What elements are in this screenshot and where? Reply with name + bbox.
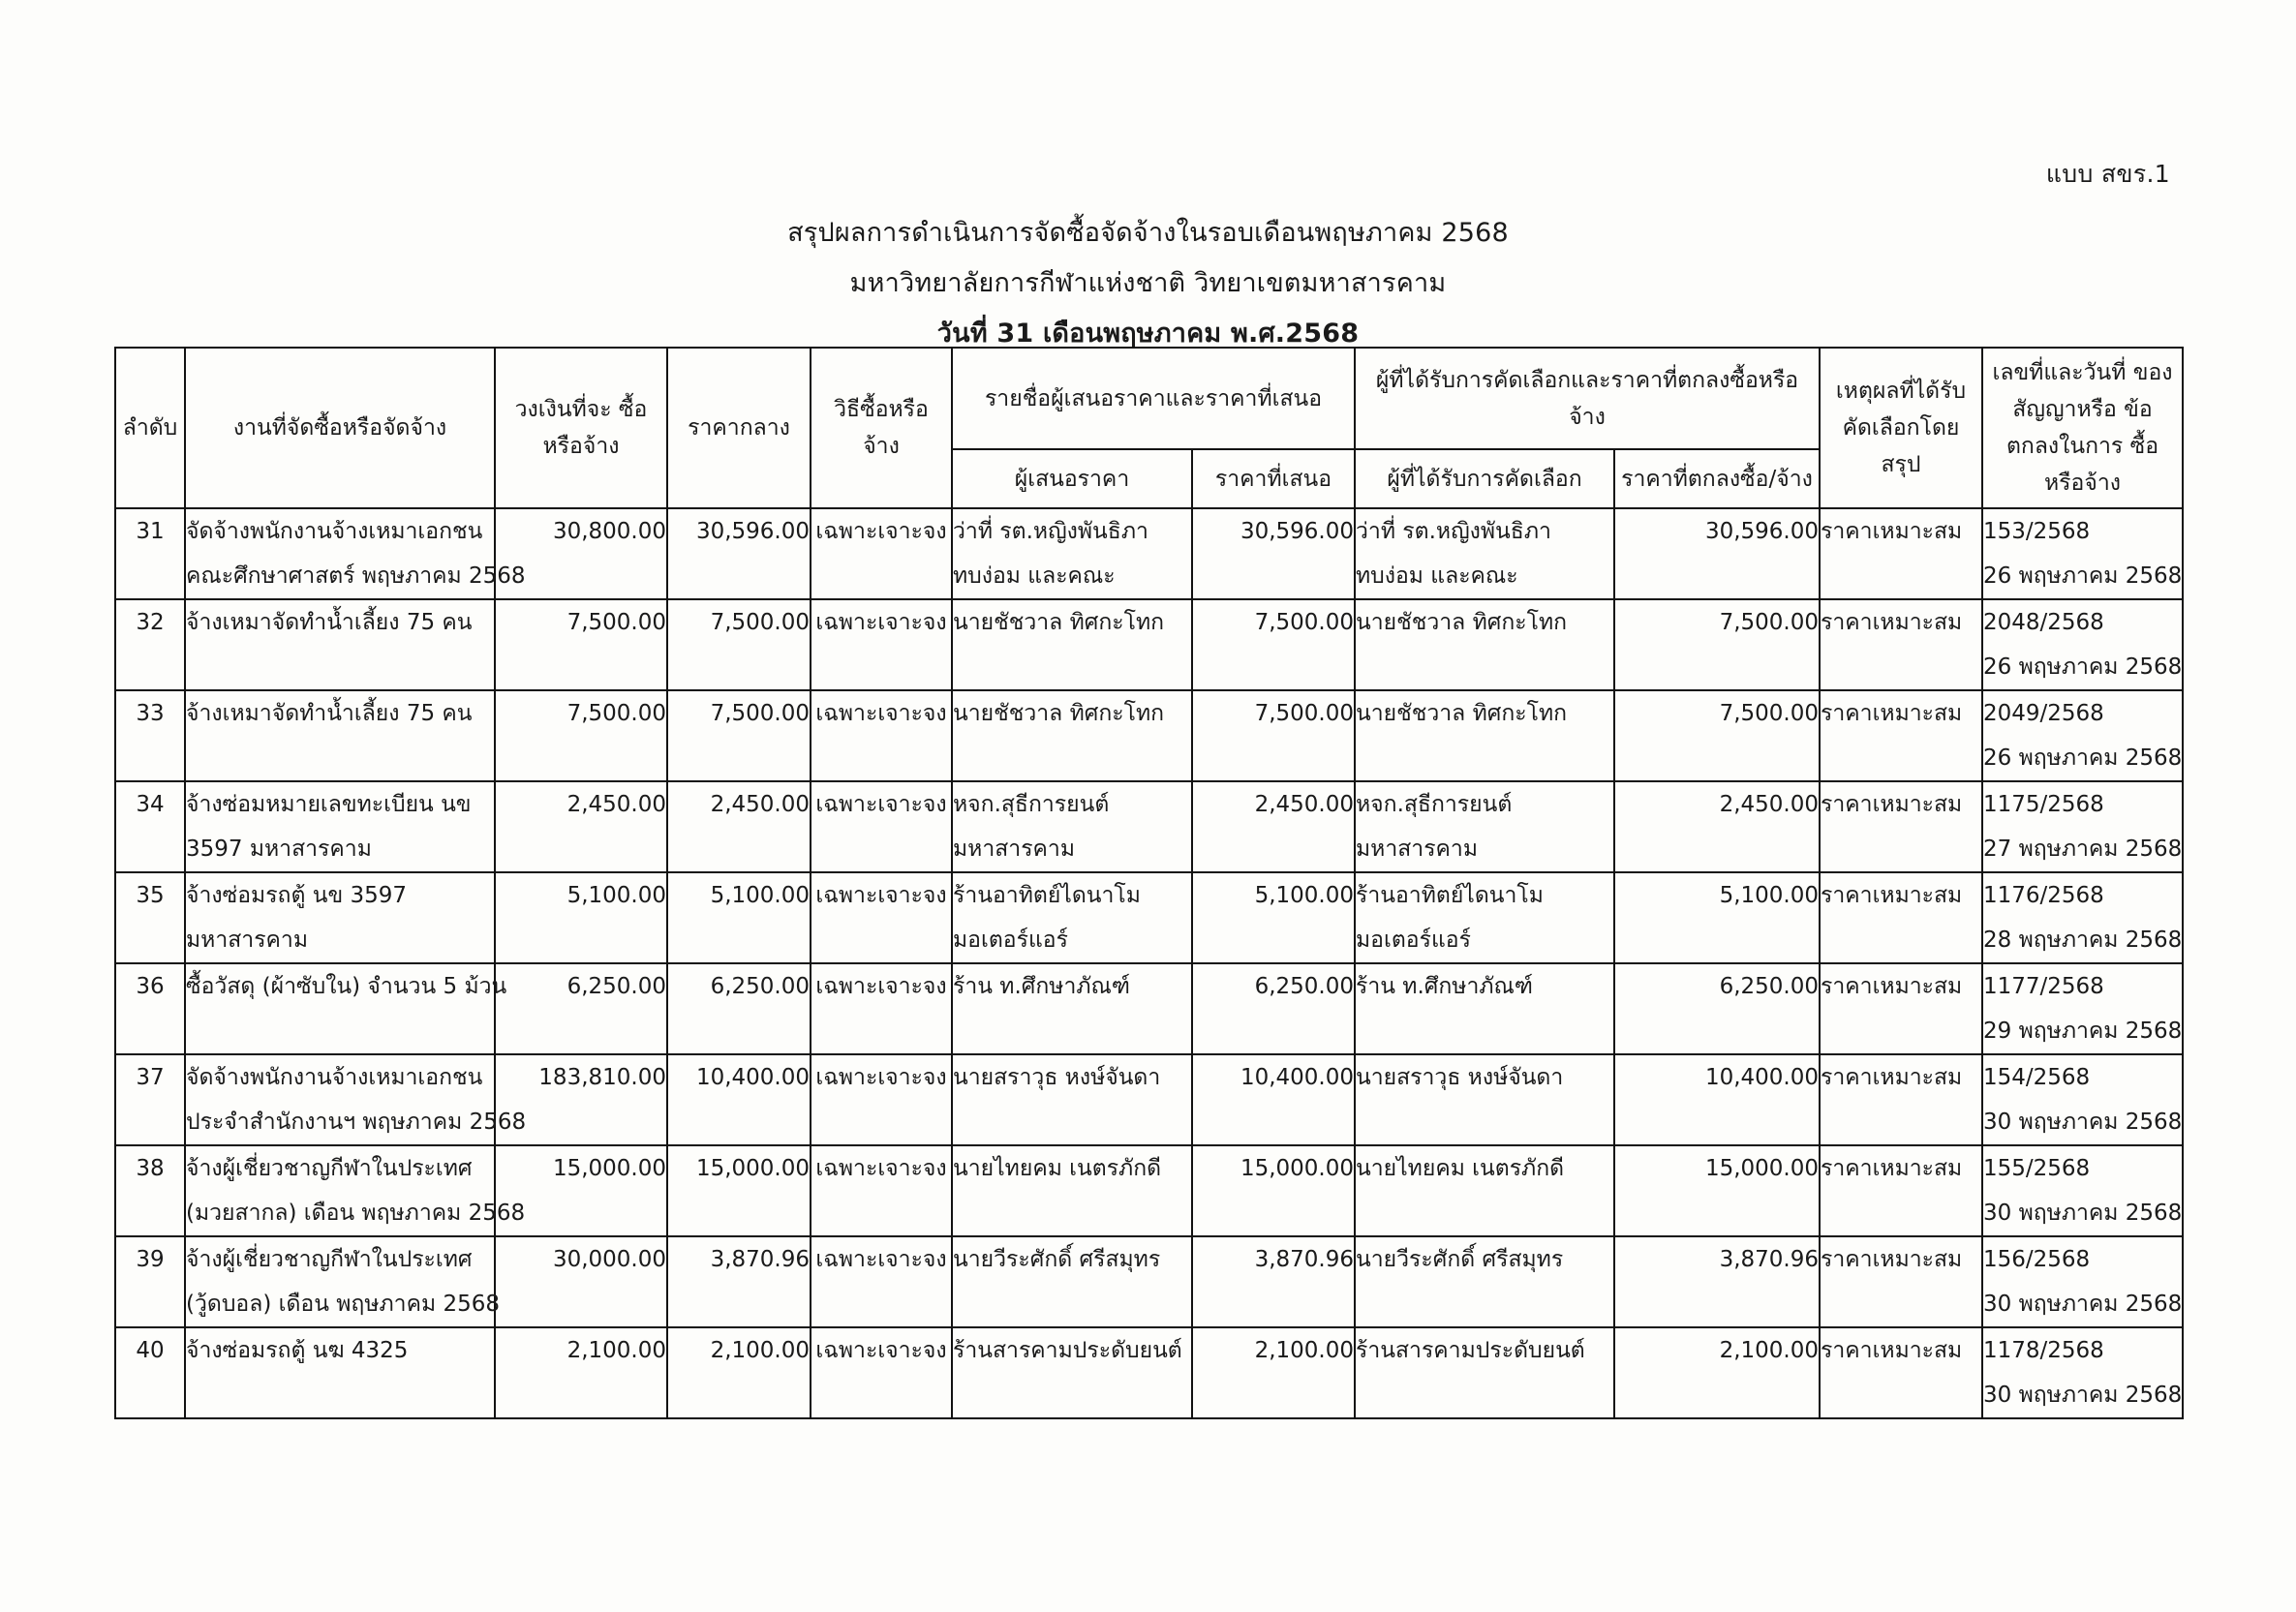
cell-selected [1355, 599, 1614, 690]
cell-mid-price [667, 963, 811, 1054]
cell-line: ร้านสารคามประดับยนต์ [1356, 1338, 1585, 1363]
header-doc-line4: ซื้อหรือจ้าง [2044, 434, 2159, 496]
cell-line: 6,250.00 [710, 974, 810, 999]
cell-line: 30 พฤษภาคม 2568 [1983, 1383, 2183, 1408]
cell-budget [495, 963, 667, 1054]
cell-line: 3,870.96 [1254, 1247, 1354, 1272]
cell-line: 7,500.00 [1719, 610, 1819, 635]
cell-work [185, 963, 507, 1054]
cell-line: ทบง่อม และคณะ [1356, 563, 1518, 589]
cell-agreed-price [1614, 1145, 1820, 1236]
cell-method [811, 781, 952, 872]
cell-line: 30 พฤษภาคม 2568 [1983, 1292, 2183, 1317]
header-selected-group-line1: ผู้ที่ได้รับการคัดเลือกและราคาที่ตกลงซื้อหรือ [1375, 367, 1799, 393]
cell-line: หจก.สุธีการยนต์ [1356, 792, 1513, 817]
cell-proposed-price [1192, 1145, 1355, 1236]
cell-line: เฉพาะเจาะจง [815, 701, 947, 726]
cell-line: 7,500.00 [1254, 610, 1354, 635]
cell-line: จ้างซ่อมรถตู้ นฆ 4325 [186, 1338, 409, 1363]
cell-line: ร้านอาทิตย์ไดนาโม [1356, 883, 1544, 908]
cell-work [185, 1236, 500, 1327]
header-seq: ลำดับ [115, 348, 185, 508]
cell-agreed-price [1614, 508, 1820, 599]
cell-line: ร้านสารคามประดับยนต์ [953, 1338, 1182, 1363]
cell-doc [1982, 690, 2183, 781]
table-body [115, 508, 2183, 1418]
cell-budget [495, 1327, 667, 1418]
cell-line: มหาสารคาม [186, 928, 309, 953]
header-selected-group-line2: จ้าง [1569, 404, 1606, 430]
cell-line: 7,500.00 [1254, 701, 1354, 726]
cell-line: นายวีระศักดิ์ ศรีสมุทร [1356, 1247, 1564, 1272]
cell-line: 5,100.00 [710, 883, 810, 908]
cell-line: มอเตอร์แอร์ [1356, 928, 1471, 953]
cell-line: ร้าน ท.ศึกษาภัณฑ์ [953, 974, 1130, 999]
cell-line: 26 พฤษภาคม 2568 [1983, 563, 2183, 589]
procurement-summary-table [114, 347, 2184, 1419]
cell-doc [1982, 1054, 2183, 1145]
header-proposers-group: รายชื่อผู้เสนอราคาและราคาที่เสนอ [952, 348, 1355, 449]
cell-reason [1820, 1236, 1982, 1327]
cell-reason [1820, 781, 1982, 872]
cell-line: 7,500.00 [710, 610, 810, 635]
table-row [115, 1327, 2183, 1418]
cell-line: 30 พฤษภาคม 2568 [1983, 1201, 2183, 1226]
cell-line: 30,596.00 [1704, 519, 1819, 544]
cell-budget [495, 1236, 667, 1327]
cell-proposed-price [1192, 781, 1355, 872]
header-method-line2: จ้าง [863, 434, 900, 459]
cell-line: ซื้อวัสดุ (ผ้าซับใน) จำนวน 5 ม้วน [186, 974, 507, 999]
cell-line: เฉพาะเจาะจง [815, 1156, 947, 1181]
cell-line: หจก.สุธีการยนต์ [953, 792, 1110, 817]
cell-proposed-price [1192, 1054, 1355, 1145]
cell-selected [1355, 781, 1614, 872]
cell-proposer [952, 508, 1192, 599]
cell-doc [1982, 781, 2183, 872]
header-proposer: ผู้เสนอราคา [952, 449, 1192, 508]
cell-proposer [952, 1054, 1192, 1145]
cell-line: 30,800.00 [552, 519, 666, 544]
cell-line: 30,596.00 [1240, 519, 1354, 544]
cell-seq [115, 963, 185, 1054]
cell-line: 2,100.00 [566, 1338, 666, 1363]
cell-line: 2,100.00 [710, 1338, 810, 1363]
table-row [115, 508, 2183, 599]
cell-line: 5,100.00 [1254, 883, 1354, 908]
cell-line: 6,250.00 [566, 974, 666, 999]
cell-agreed-price [1614, 690, 1820, 781]
cell-selected [1355, 872, 1614, 963]
cell-line: นายไทยคม เนตรภักดี [1356, 1156, 1565, 1181]
cell-line: จ้างผู้เชี่ยวชาญกีฬาในประเทศ [186, 1156, 473, 1181]
cell-line: 2048/2568 [1983, 610, 2104, 635]
cell-line: 37 [136, 1065, 165, 1090]
cell-line: 3,870.96 [710, 1247, 810, 1272]
cell-agreed-price [1614, 1327, 1820, 1418]
header-doc [1982, 348, 2183, 508]
table-row [115, 1054, 2183, 1145]
cell-work [185, 690, 495, 781]
cell-line: ราคาเหมาะสม [1821, 519, 1963, 544]
cell-agreed-price [1614, 1054, 1820, 1145]
cell-doc [1982, 872, 2183, 963]
cell-line: 2,450.00 [710, 792, 810, 817]
cell-seq [115, 690, 185, 781]
cell-work [185, 781, 495, 872]
cell-proposer [952, 872, 1192, 963]
cell-line: 2049/2568 [1983, 701, 2104, 726]
cell-selected [1355, 1054, 1614, 1145]
cell-line: (วู้ดบอล) เดือน พฤษภาคม 2568 [186, 1292, 500, 1317]
cell-method [811, 1236, 952, 1327]
cell-seq [115, 1236, 185, 1327]
header-agreed-price: ราคาที่ตกลงซื้อ/จ้าง [1614, 449, 1820, 508]
cell-work [185, 1054, 527, 1145]
cell-line: 3597 มหาสารคาม [186, 836, 372, 862]
cell-proposer [952, 599, 1192, 690]
cell-line: จ้างเหมาจัดทำน้ำเลี้ยง 75 คน [186, 701, 473, 726]
cell-method [811, 690, 952, 781]
cell-agreed-price [1614, 781, 1820, 872]
table-row [115, 781, 2183, 872]
cell-proposed-price [1192, 599, 1355, 690]
cell-line: ว่าที่ รต.หญิงพันธิภา [953, 519, 1148, 544]
cell-line: 155/2568 [1983, 1156, 2091, 1181]
cell-line: 2,450.00 [1719, 792, 1819, 817]
title-line-3: วันที่ 31 เดือนพฤษภาคม พ.ศ.2568 [936, 319, 1360, 349]
cell-line: เฉพาะเจาะจง [815, 610, 947, 635]
cell-method [811, 599, 952, 690]
cell-line: 6,250.00 [1719, 974, 1819, 999]
cell-proposed-price [1192, 508, 1355, 599]
cell-line: ราคาเหมาะสม [1821, 792, 1963, 817]
header-method [811, 348, 952, 508]
cell-line: 7,500.00 [566, 701, 666, 726]
cell-mid-price [667, 1054, 811, 1145]
cell-work [185, 508, 526, 599]
cell-proposed-price [1192, 1327, 1355, 1418]
cell-reason [1820, 1145, 1982, 1236]
cell-proposed-price [1192, 1236, 1355, 1327]
cell-line: 40 [136, 1338, 165, 1363]
cell-line: 7,500.00 [710, 701, 810, 726]
cell-mid-price [667, 781, 811, 872]
cell-seq [115, 1054, 185, 1145]
cell-line: ประจำสำนักงานฯ พฤษภาคม 2568 [186, 1110, 527, 1135]
cell-mid-price [667, 508, 811, 599]
cell-line: นายชัชวาล ทิศกะโทก [1356, 610, 1568, 635]
cell-line: 30,596.00 [695, 519, 810, 544]
cell-line: นายวีระศักดิ์ ศรีสมุทร [953, 1247, 1161, 1272]
form-code: แบบ สขร.1 [2045, 160, 2170, 188]
cell-line: เฉพาะเจาะจง [815, 1338, 947, 1363]
header-reason [1820, 348, 1982, 508]
cell-doc [1982, 1327, 2183, 1418]
cell-seq [115, 872, 185, 963]
cell-seq [115, 1327, 185, 1418]
cell-line: 1175/2568 [1983, 792, 2104, 817]
cell-line: 31 [136, 519, 165, 544]
cell-method [811, 872, 952, 963]
cell-line: 10,400.00 [695, 1065, 810, 1090]
cell-reason [1820, 1327, 1982, 1418]
cell-budget [495, 872, 667, 963]
cell-line: 28 พฤษภาคม 2568 [1983, 928, 2183, 953]
cell-line: 33 [136, 701, 165, 726]
cell-reason [1820, 690, 1982, 781]
cell-doc [1982, 1145, 2183, 1236]
cell-selected [1355, 508, 1614, 599]
cell-line: นายชัชวาล ทิศกะโทก [953, 610, 1165, 635]
cell-seq [115, 781, 185, 872]
cell-doc [1982, 599, 2183, 690]
header-mid-price: ราคากลาง [667, 348, 811, 508]
header-reason-line1: เหตุผลที่ได้รับ [1835, 379, 1967, 404]
cell-line: 2,450.00 [1254, 792, 1354, 817]
cell-line: เฉพาะเจาะจง [815, 1065, 947, 1090]
cell-line: 35 [136, 883, 165, 908]
cell-line: 156/2568 [1983, 1247, 2091, 1272]
table-row [115, 1145, 2183, 1236]
cell-agreed-price [1614, 599, 1820, 690]
cell-mid-price [667, 1236, 811, 1327]
cell-line: คณะศึกษาศาสตร์ พฤษภาคม 2568 [186, 563, 526, 589]
cell-line: ราคาเหมาะสม [1821, 883, 1963, 908]
header-doc-line1: เลขที่และวันที่ [1992, 360, 2127, 385]
cell-line: 29 พฤษภาคม 2568 [1983, 1019, 2183, 1044]
title-line-2: มหาวิทยาลัยการกีฬาแห่งชาติ วิทยาเขตมหาสารคาม [849, 268, 1447, 298]
header-doc-line2: ของสัญญาหรือ [2012, 360, 2173, 422]
cell-line: ร้านอาทิตย์ไดนาโม [953, 883, 1141, 908]
cell-line: ราคาเหมาะสม [1821, 1247, 1963, 1272]
cell-reason [1820, 599, 1982, 690]
cell-line: นายชัชวาล ทิศกะโทก [953, 701, 1165, 726]
cell-reason [1820, 963, 1982, 1054]
cell-line: 38 [136, 1156, 165, 1181]
cell-agreed-price [1614, 872, 1820, 963]
cell-line: 1176/2568 [1983, 883, 2104, 908]
cell-line: ราคาเหมาะสม [1821, 1065, 1963, 1090]
cell-line: เฉพาะเจาะจง [815, 792, 947, 817]
cell-line: 32 [136, 610, 165, 635]
cell-line: 7,500.00 [566, 610, 666, 635]
cell-method [811, 1327, 952, 1418]
cell-line: จ้างซ่อมรถตู้ นข 3597 [186, 883, 408, 908]
cell-line: 5,100.00 [1719, 883, 1819, 908]
cell-line: จ้างเหมาจัดทำน้ำเลี้ยง 75 คน [186, 610, 473, 635]
cell-proposer [952, 690, 1192, 781]
cell-line: ราคาเหมาะสม [1821, 701, 1963, 726]
document-title-block [0, 208, 2296, 359]
cell-line: มหาสารคาม [1356, 836, 1479, 862]
table-row [115, 963, 2183, 1054]
cell-line: 1177/2568 [1983, 974, 2104, 999]
table-row [115, 599, 2183, 690]
header-reason-line2: คัดเลือกโดยสรุป [1842, 415, 1960, 477]
cell-line: 26 พฤษภาคม 2568 [1983, 654, 2183, 680]
cell-line: 34 [136, 792, 165, 817]
cell-line: 15,000.00 [695, 1156, 810, 1181]
cell-budget [495, 599, 667, 690]
cell-line: 183,810.00 [538, 1065, 666, 1090]
title-line-1: สรุปผลการดำเนินการจัดซื้อจัดจ้างในรอบเดือนพฤษภาคม 2568 [787, 218, 1509, 248]
table-row [115, 872, 2183, 963]
cell-line: 30 พฤษภาคม 2568 [1983, 1110, 2183, 1135]
cell-method [811, 508, 952, 599]
cell-line: ว่าที่ รต.หญิงพันธิภา [1356, 519, 1551, 544]
cell-line: ร้าน ท.ศึกษาภัณฑ์ [1356, 974, 1533, 999]
cell-line: มหาสารคาม [953, 836, 1076, 862]
cell-line: 1178/2568 [1983, 1338, 2104, 1363]
cell-line: (มวยสากล) เดือน พฤษภาคม 2568 [186, 1201, 526, 1226]
cell-line: นายสราวุธ หงษ์จันดา [953, 1065, 1161, 1090]
cell-line: ทบง่อม และคณะ [953, 563, 1116, 589]
cell-line: ราคาเหมาะสม [1821, 610, 1963, 635]
cell-work [185, 599, 495, 690]
cell-line: นายไทยคม เนตรภักดี [953, 1156, 1162, 1181]
table-row [115, 1236, 2183, 1327]
cell-mid-price [667, 690, 811, 781]
cell-proposer [952, 1236, 1192, 1327]
cell-line: 27 พฤษภาคม 2568 [1983, 836, 2183, 862]
header-selected-group [1355, 348, 1820, 449]
cell-proposer [952, 1327, 1192, 1418]
cell-line: 7,500.00 [1719, 701, 1819, 726]
cell-proposer [952, 781, 1192, 872]
cell-proposed-price [1192, 872, 1355, 963]
cell-line: 26 พฤษภาคม 2568 [1983, 745, 2183, 771]
cell-line: 5,100.00 [566, 883, 666, 908]
cell-line: เฉพาะเจาะจง [815, 1247, 947, 1272]
cell-method [811, 963, 952, 1054]
cell-method [811, 1145, 952, 1236]
cell-line: 30,000.00 [552, 1247, 666, 1272]
cell-selected [1355, 1145, 1614, 1236]
cell-seq [115, 508, 185, 599]
cell-work [185, 872, 495, 963]
cell-seq [115, 599, 185, 690]
header-method-line1: วิธีซื้อหรือ [834, 397, 929, 422]
cell-reason [1820, 872, 1982, 963]
cell-line: ราคาเหมาะสม [1821, 1156, 1963, 1181]
cell-selected [1355, 1327, 1614, 1418]
cell-proposed-price [1192, 963, 1355, 1054]
cell-proposed-price [1192, 690, 1355, 781]
header-budget-line1: วงเงินที่จะ [514, 397, 612, 422]
header-budget-line2: ซื้อหรือจ้าง [542, 397, 648, 459]
cell-budget [495, 781, 667, 872]
cell-line: จัดจ้างพนักงานจ้างเหมาเอกชน [186, 1065, 483, 1090]
cell-method [811, 1054, 952, 1145]
cell-line: 10,400.00 [1704, 1065, 1819, 1090]
cell-line: 154/2568 [1983, 1065, 2091, 1090]
cell-line: 2,100.00 [1254, 1338, 1354, 1363]
cell-line: 3,870.96 [1719, 1247, 1819, 1272]
cell-line: 2,450.00 [566, 792, 666, 817]
cell-line: 39 [136, 1247, 165, 1272]
cell-line: 6,250.00 [1254, 974, 1354, 999]
cell-line: นายสราวุธ หงษ์จันดา [1356, 1065, 1564, 1090]
header-proposed-price: ราคาที่เสนอ [1192, 449, 1355, 508]
cell-seq [115, 1145, 185, 1236]
cell-line: 15,000.00 [1240, 1156, 1354, 1181]
cell-reason [1820, 508, 1982, 599]
cell-reason [1820, 1054, 1982, 1145]
cell-line: 2,100.00 [1719, 1338, 1819, 1363]
cell-line: จ้างซ่อมหมายเลขทะเบียน นข [186, 792, 472, 817]
cell-doc [1982, 1236, 2183, 1327]
cell-work [185, 1145, 526, 1236]
table-row [115, 690, 2183, 781]
cell-proposer [952, 1145, 1192, 1236]
header-work: งานที่จัดซื้อหรือจัดจ้าง [185, 348, 495, 508]
header-doc-line3: ข้อตกลงในการ [2005, 397, 2153, 459]
cell-selected [1355, 1236, 1614, 1327]
cell-line: เฉพาะเจาะจง [815, 974, 947, 999]
cell-line: นายชัชวาล ทิศกะโทก [1356, 701, 1568, 726]
cell-mid-price [667, 599, 811, 690]
cell-doc [1982, 963, 2183, 1054]
cell-line: มอเตอร์แอร์ [953, 928, 1068, 953]
cell-selected [1355, 690, 1614, 781]
cell-budget [495, 690, 667, 781]
cell-mid-price [667, 1145, 811, 1236]
cell-mid-price [667, 1327, 811, 1418]
cell-agreed-price [1614, 963, 1820, 1054]
cell-proposer [952, 963, 1192, 1054]
cell-line: 15,000.00 [552, 1156, 666, 1181]
cell-selected [1355, 963, 1614, 1054]
cell-doc [1982, 508, 2183, 599]
cell-work [185, 1327, 495, 1418]
cell-line: จ้างผู้เชี่ยวชาญกีฬาในประเทศ [186, 1247, 473, 1272]
cell-mid-price [667, 872, 811, 963]
cell-line: 10,400.00 [1240, 1065, 1354, 1090]
cell-line: ราคาเหมาะสม [1821, 1338, 1963, 1363]
cell-line: ราคาเหมาะสม [1821, 974, 1963, 999]
table-header-row-1 [115, 348, 2183, 449]
cell-line: เฉพาะเจาะจง [815, 883, 947, 908]
cell-line: เฉพาะเจาะจง [815, 519, 947, 544]
cell-line: 153/2568 [1983, 519, 2091, 544]
cell-line: 36 [136, 974, 165, 999]
header-selected: ผู้ที่ได้รับการคัดเลือก [1355, 449, 1614, 508]
cell-line: 15,000.00 [1704, 1156, 1819, 1181]
header-budget [495, 348, 667, 508]
cell-line: จัดจ้างพนักงานจ้างเหมาเอกชน [186, 519, 483, 544]
cell-agreed-price [1614, 1236, 1820, 1327]
